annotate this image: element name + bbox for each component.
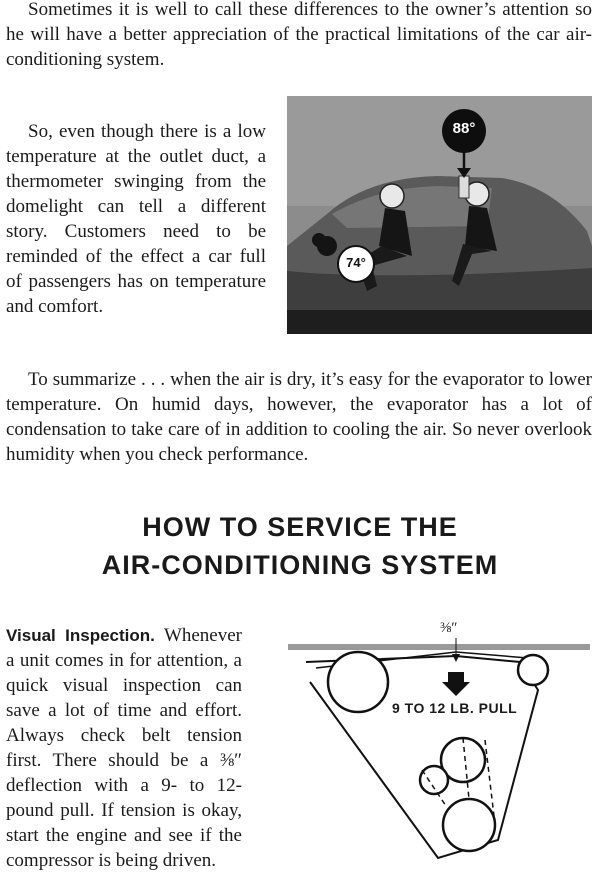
- outlet-temperature-label: 74°: [346, 255, 366, 270]
- summary-paragraph: To summarize . . . when the air is dry, it’s easy for the evaporator to lower temperature. On humid days, however, the evaporator has a lot of condensation to take care of in addition to cooling the air. So never overlook humidity when you check performance.: [6, 369, 592, 465]
- visual-inspection-lead: Visual Inspection.: [6, 626, 155, 645]
- intro-paragraph: Sometimes it is well to call these differences to the owner’s attention so he will have a better appreciation of the practical limitations of the car air-conditioning system.: [6, 0, 592, 70]
- domelight-paragraph: So, even though there is a low temperature at the outlet duct, a thermometer swinging from the domelight can tell a different story. Customers need to be reminded of the effect a car full of passengers has on temperature and comfort.: [6, 121, 266, 317]
- car-temperature-illustration: [287, 96, 592, 334]
- section-heading-line-2: AIR-CONDITIONING SYSTEM: [101, 550, 499, 580]
- pull-label: 9 TO 12 LB. PULL: [392, 700, 518, 716]
- visual-inspection-body: Whenever a unit comes in for attention, a quick visual inspection can save a lot of time and effort. Always check belt tension first. There should be a ⅜″ deflection with a 9- to 12-pound pull. If tension is okay, start the engine and see if the compressor is being driven.: [6, 625, 242, 871]
- dome-temperature-label: 88°: [452, 120, 476, 137]
- belt-tension-diagram: [288, 620, 590, 862]
- visual-inspection-paragraph: [6, 623, 242, 873]
- deflection-label: ⅜″: [440, 620, 458, 636]
- section-heading-line-1: HOW TO SERVICE THE: [142, 512, 458, 542]
